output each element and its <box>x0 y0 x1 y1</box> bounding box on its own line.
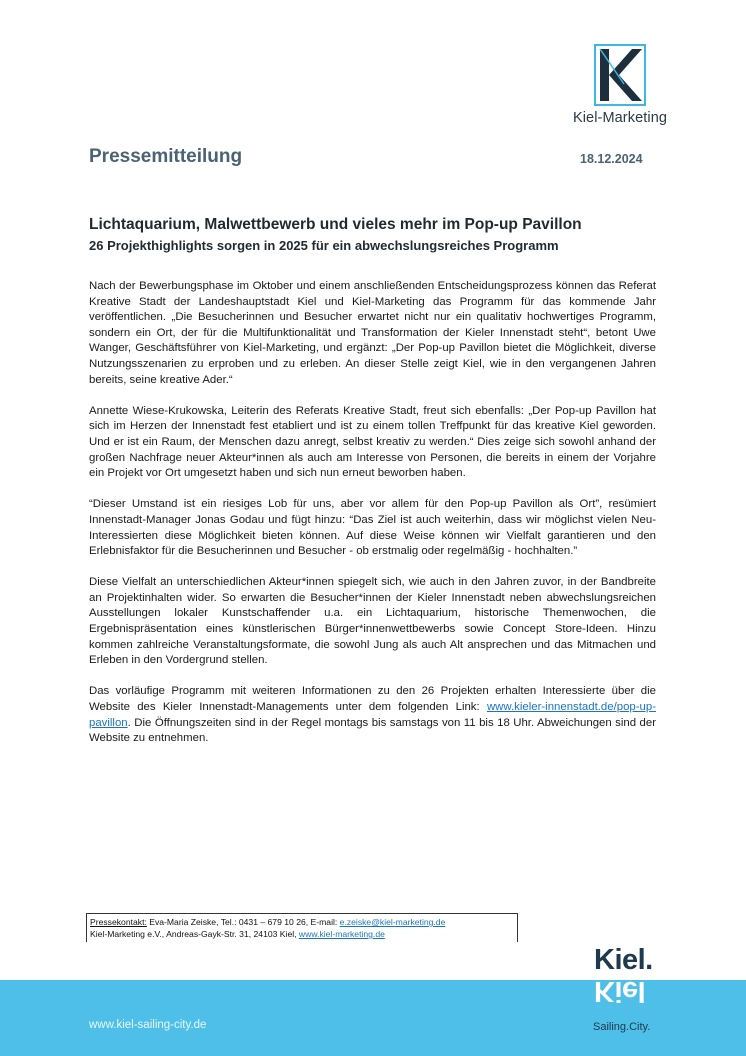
k-logo-icon <box>594 44 646 106</box>
brand-name: Kiel-Marketing <box>572 110 668 126</box>
kiel-logo-word: Kiel. <box>594 944 653 976</box>
article-body <box>89 279 656 762</box>
page-title: Pressemitteilung <box>89 146 243 167</box>
contact-address: Kiel-Marketing e.V., Andreas-Gayk-Str. 31, 24103 Kiel, <box>90 929 299 939</box>
headline: Lichtaquarium, Malwettbewerb und vieles mehr im Pop-up Pavillon <box>89 216 582 233</box>
contact-line-1 <box>90 916 514 928</box>
program-link[interactable]: www.kieler-innenstadt.de/pop-up-pavillon <box>89 701 656 729</box>
subheadline: 26 Projekthighlights sorgen in 2025 für ein abwechslungsreiches Programm <box>89 238 559 253</box>
contact-person: Eva-Maria Zeiske, Tel.: 0431 – 679 10 26, E-mail: <box>146 917 340 927</box>
contact-website-link[interactable]: www.kiel-marketing.de <box>298 929 385 939</box>
footer-url: www.kiel-sailing-city.de <box>89 1019 207 1031</box>
logo-tagline: Sailing.City. <box>593 1021 651 1033</box>
paragraph-4: Diese Vielfalt an unterschiedlichen Akteur*innen spiegelt sich, wie auch in den Jahren zuvor, in der Bandbreite an Projektinhalten wider. So erwarten die Besucher*innen der Kieler Innenstadt neben abwechslungsreichen Ausstellungen lokaler Kunstschaffender u.a. ein Lichtaquarium, historische Themenwochen, die Ergebnispräsentation eines künstlerischen Bürger*innenwettbewerbs sowie Concept Store-Ideen. Hinzu kommen zahlreiche Veranstaltungsformate, die sowohl Jung als auch Alt ansprechen und das Mitmachen und Erleben in den Vordergrund stellen. <box>89 576 656 667</box>
paragraph-3: “Dieser Umstand ist ein riesiges Lob für uns, aber vor allem für den Pop-up Pavillon als Ort”, resümiert Innenstadt-Manager Jonas Godau und fügt hinzu: “Das Ziel ist auch weiterhin, dass wir möglichst vielen Neu-Interessierten diese Möglichkeit bieten können. Auf diese Weise können wir Vielfalt garantieren und den Erlebnisfaktor für die Besucherinnen und Besucher - ob erstmalig oder regelmäßig - hochhalten.” <box>89 498 656 558</box>
contact-email-link[interactable]: e.zeiske@kiel-marketing.de <box>339 917 446 927</box>
contact-label: Pressekontakt: <box>90 917 147 927</box>
kiel-marketing-logo <box>560 44 680 126</box>
release-date: 18.12.2024 <box>580 152 643 166</box>
kiel-logo-reflection: Kiel <box>594 975 646 1007</box>
paragraph-5-tail: . Die Öffnungszeiten sind in der Regel montags bis samstags von 11 bis 18 Uhr. Abweichungen sind der Website zu entnehmen. <box>89 716 656 745</box>
paragraph-2: Annette Wiese-Krukowska, Leiterin des Referats Kreative Stadt, freut sich ebenfalls: „Der Pop-up Pavillon hat sich im Herzen der Innenstadt fest etabliert und ist zu einem tollen Treffpunkt für das kreative Kiel geworden. Und er ist ein Raum, der Menschen dazu anregt, selbst kreativ zu werden.“ Dies zeige sich sowohl anhand der großen Nachfrage neuer Akteur*innen als auch am Interesse von Personen, die bereits in einem der Vorjahre ein Projekt vor Ort umgesetzt haben und sich nun erneut beworben haben. <box>89 404 656 480</box>
press-contact-box <box>86 913 518 942</box>
paragraph-5-text: Das vorläufige Programm mit weiteren Informationen zu den 26 Projekten erhalten Interessierte über die Website des Kieler Innenstadt-Managements unter dem folgenden Link: <box>89 685 656 714</box>
contact-line-2 <box>90 928 514 940</box>
paragraph-1: Nach der Bewerbungsphase im Oktober und einem anschließenden Entscheidungsprozess können das Referat Kreative Stadt der Landeshauptstadt Kiel und Kiel-Marketing das Programm für das kommende Jahr veröffentlichen. „Die Besucherinnen und Besucher erwartet nicht nur ein qualitativ hochwertiges Programm, sondern ein Ort, der für die Multifunktionalität und Transformation der Kieler Innenstadt steht“, betont Uwe Wanger, Geschäftsführer von Kiel-Marketing, und ergänzt: „Der Pop-up Pavillon bietet die Möglichkeit, diverse Nutzungsszenarien zu erproben und zu erleben. An dieser Stelle zeigt Kiel, wie in den vergangenen Jahren bereits, seine kreative Ader.“ <box>89 280 656 386</box>
paragraph-5 <box>89 684 656 746</box>
